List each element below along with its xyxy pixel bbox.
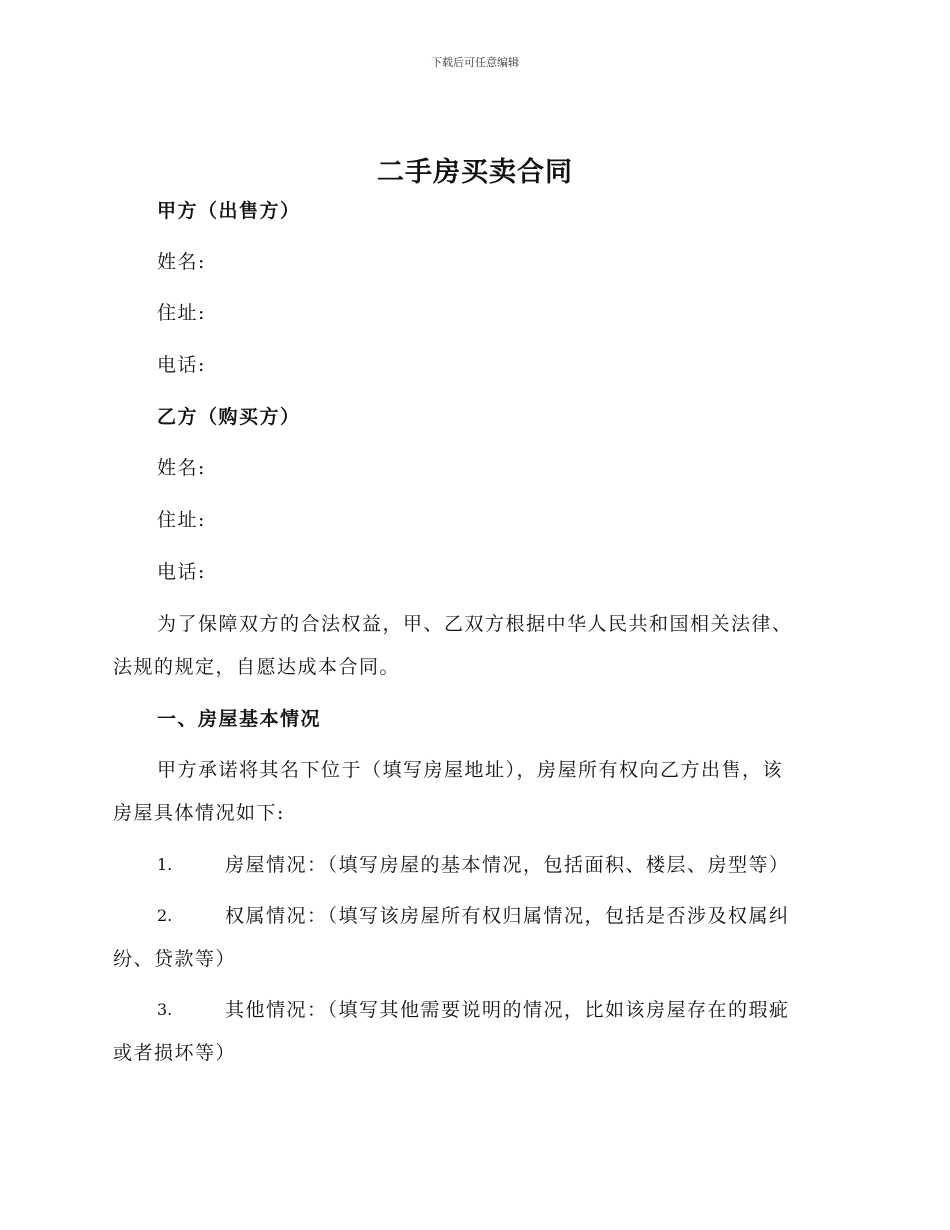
party-b-phone-label: 电话: — [157, 561, 206, 583]
party-a-address-label: 住址: — [157, 302, 206, 324]
list-item-number: 2. — [157, 906, 173, 925]
list-item-text: 房屋情况：（填写房屋的基本情况，包括面积、楼层、房型等） — [225, 854, 790, 876]
intro-line-2: 法规的规定，自愿达成本合同。 — [113, 656, 401, 678]
section-1-para-line-1: 甲方承诺将其名下位于（填写房屋地址），房屋所有权向乙方出售，该 — [157, 759, 784, 781]
document-title: 二手房买卖合同 — [377, 157, 573, 188]
party-a-name-label: 姓名: — [157, 251, 206, 273]
list-item-text-continued: 或者损坏等） — [113, 1042, 237, 1064]
list-item-number: 1. — [157, 855, 173, 874]
party-a-heading: 甲方（出售方） — [157, 200, 301, 222]
intro-line-1: 为了保障双方的合法权益，甲、乙双方根据中华人民共和国相关法律、 — [157, 613, 793, 635]
list-item-text: 权属情况：（填写该房屋所有权归属情况，包括是否涉及权属纠 — [225, 905, 790, 927]
header-note: 下载后可任意编辑 — [431, 56, 519, 69]
section-1-para-line-2: 房屋具体情况如下: — [113, 802, 285, 824]
list-item-number: 3. — [157, 1000, 173, 1019]
list-item-text-continued: 纷、贷款等） — [113, 948, 237, 970]
list-item-text: 其他情况：（填写其他需要说明的情况，比如该房屋存在的瑕疵 — [225, 999, 790, 1021]
party-b-address-label: 住址: — [157, 509, 206, 531]
party-a-phone-label: 电话: — [157, 354, 206, 376]
section-1-heading: 一、房屋基本情况 — [157, 708, 322, 730]
party-b-heading: 乙方（购买方） — [157, 406, 301, 428]
party-b-name-label: 姓名: — [157, 457, 206, 479]
